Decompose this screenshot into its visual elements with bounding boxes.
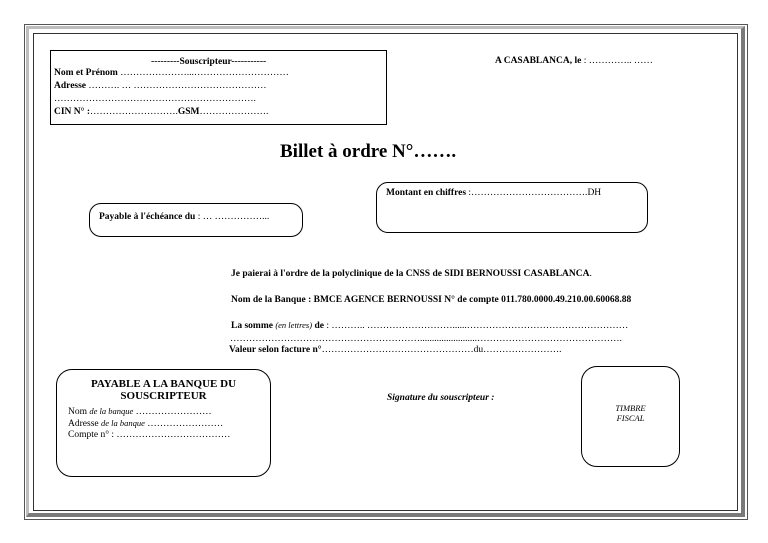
sum-paren: (en lettres) — [275, 320, 313, 330]
due-date-dots: : … ……………... — [195, 212, 270, 222]
bank-name-dots: …………………… — [135, 407, 212, 417]
amount-figures-label: Montant en chiffres — [386, 188, 467, 198]
document-title: Billet à ordre N°……. — [280, 141, 457, 162]
subscriber-address-dots: ………. … …………………………………… — [88, 81, 267, 91]
order-text: Je paierai à l'ordre de la polyclinique de la CNSS de SIDI BERNOUSSI CASABLANCA — [231, 269, 590, 279]
sum-dots: : ……….. ………………………......…………………………………………… — [323, 321, 629, 331]
subscriber-header: ---------Souscripteur----------- — [151, 57, 267, 67]
stamp-line-2: FISCAL — [616, 413, 645, 423]
sum-de: de — [314, 321, 324, 331]
subscriber-gsm-label: GSM — [177, 107, 200, 117]
bank-name-italic: de la banque — [89, 406, 134, 416]
bank-box-title — [57, 378, 270, 402]
invoice-dots: …………………………………………du……………………. — [321, 345, 562, 355]
bank-account-label: Compte n° : — [68, 430, 115, 440]
bank-line: Nom de la Banque : BMCE AGENCE BERNOUSSI N° de compte 011.780.0000.49.210.00.60068.88 — [231, 295, 632, 305]
subscriber-address-row — [54, 81, 267, 91]
invoice-label: Valeur selon facture n° — [229, 345, 322, 355]
subscriber-box — [50, 50, 387, 125]
due-date-box — [89, 203, 303, 237]
bank-address-italic: de la banque — [100, 418, 145, 428]
subscriber-cin-label: CIN N° : — [54, 107, 90, 117]
bank-name-label: Nom — [68, 407, 87, 417]
amount-figures-dots: :………………………………. — [466, 188, 588, 198]
stamp-text — [582, 403, 679, 423]
subscriber-name-row — [54, 68, 289, 78]
sum-line — [231, 320, 628, 331]
bank-account-dots: ……………………………… — [114, 430, 231, 440]
place-date-dots: : ………….. …… — [581, 56, 653, 66]
bank-box — [56, 369, 271, 477]
bank-name-row — [68, 406, 212, 417]
bank-box-title-line-2: SOUSCRIPTEUR — [120, 390, 207, 402]
due-date-label: Payable à l'échéance du — [99, 212, 196, 222]
subscriber-address-row-2: ………………………………………………………. — [54, 94, 256, 104]
due-date-row — [99, 212, 269, 222]
subscriber-cin-row — [54, 107, 268, 117]
order-end: . — [589, 269, 592, 279]
bank-box-title-line-1: PAYABLE A LA BANQUE DU — [90, 378, 237, 390]
amount-figures-box — [376, 182, 648, 233]
subscriber-cin-dots: ………………………. — [90, 107, 178, 117]
sum-label: La somme — [231, 321, 273, 331]
order-line — [231, 269, 592, 279]
subscriber-address-label: Adresse — [54, 81, 87, 91]
amount-figures-row — [386, 188, 601, 198]
sum-line-2: ……………………………………………………........................………………………………………. — [230, 334, 622, 344]
invoice-line — [229, 345, 561, 355]
amount-currency: DH — [587, 188, 602, 198]
subscriber-name-dots: …………………...………………………… — [120, 68, 289, 78]
stamp-line-1: TIMBRE — [615, 403, 646, 413]
bank-address-dots: …………………… — [147, 419, 224, 429]
bank-account-row — [68, 430, 230, 440]
subscriber-gsm-dots: …………………. — [199, 107, 269, 117]
stamp-box — [581, 366, 680, 467]
signature-label: Signature du souscripteur : — [387, 393, 495, 403]
bank-address-row — [68, 418, 223, 429]
place-date — [495, 56, 653, 66]
place-date-label: A CASABLANCA, le — [495, 56, 582, 66]
subscriber-name-label: Nom et Prénom — [54, 68, 118, 78]
bank-address-label: Adresse — [68, 419, 99, 429]
